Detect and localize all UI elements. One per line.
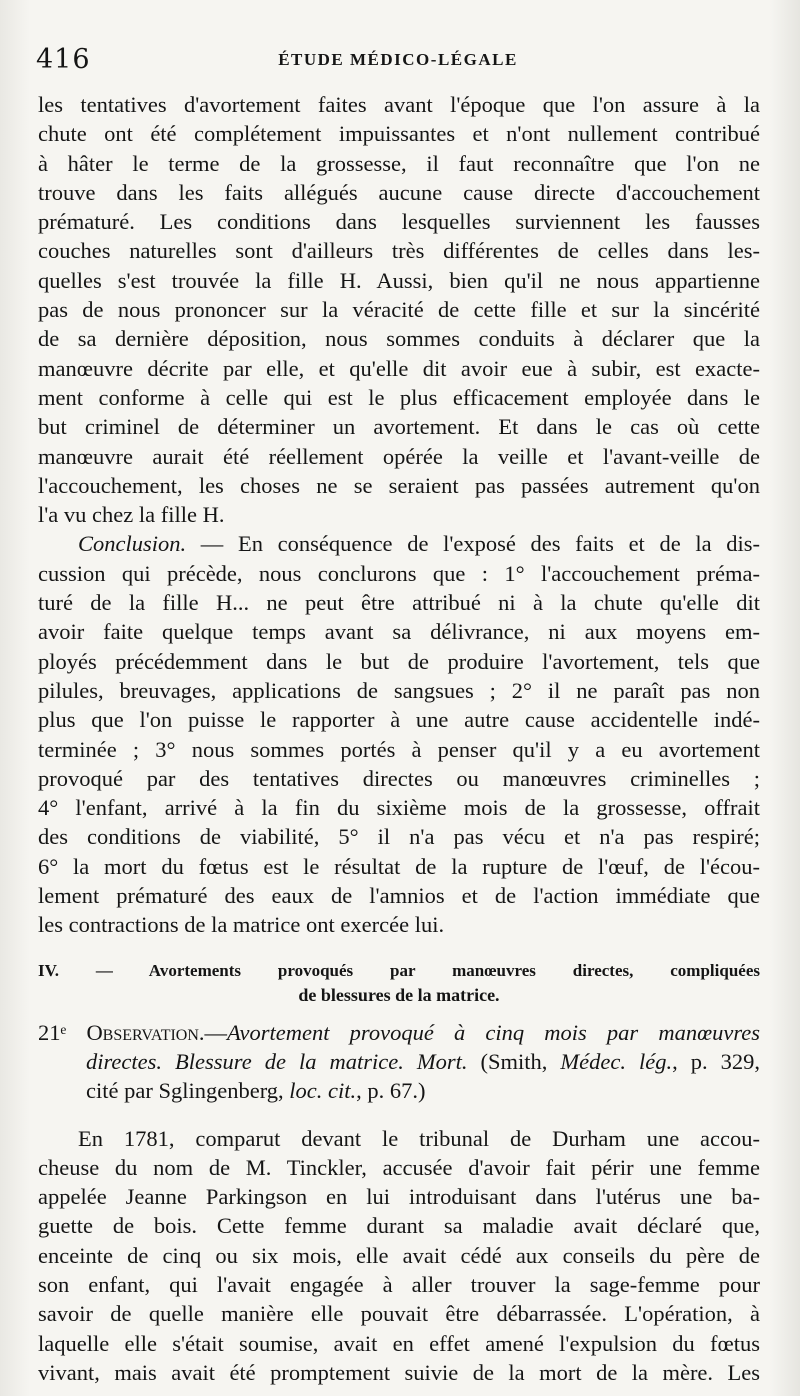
observation-title-line: 21ᵉ Observation.—Avortement provoqué à cinq mois par manœuvres: [38, 1019, 760, 1045]
page-header: [36, 44, 760, 80]
spacer: [38, 1106, 760, 1124]
text-line: ment conforme à celle qui est le plus efficacement employée dans le: [38, 384, 760, 410]
text-line: chute ont été complétement impuissantes et n'ont nullement contribué: [38, 121, 760, 147]
text-line: pilules, breuvages, applications de sangsues ; 2° il ne paraît pas non: [38, 677, 760, 703]
text-line: cussion qui précède, nous conclurons que : 1° l'accouchement préma-: [38, 560, 760, 586]
text-line: lement prématuré des eaux de l'amnios et de l'action immédiate que: [38, 883, 760, 909]
text-fragment: cité par Sglingenberg,: [86, 1078, 290, 1104]
text-line: avoir faite quelque temps avant sa délivrance, ni aux moyens em-: [38, 619, 760, 645]
observation-title: directes. Blessure de la matrice. Mort.: [86, 1048, 468, 1074]
text-line: terminée ; 3° nous sommes portés à penser qu'il y a eu avortement: [38, 736, 760, 762]
text-line: appelée Jeanne Parkingson en lui introduisant dans l'utérus une ba-: [38, 1184, 760, 1210]
text-line: cheuse du nom de M. Tinckler, accusée d'avoir fait périr une femme: [38, 1154, 760, 1180]
observation-number: 21ᵉ: [38, 1019, 67, 1045]
text-fragment: — En conséquence de l'exposé des faits et de la dis-: [186, 531, 760, 557]
observation-source-line: [38, 1076, 760, 1105]
conclusion-label: Conclusion.: [78, 531, 187, 557]
observation-title: Avortement provoqué à cinq mois par manœuvres: [227, 1019, 760, 1045]
text-line: les tentatives d'avortement faites avant l'époque que l'on assure à la: [38, 92, 760, 117]
text-line: à hâter le terme de la grossesse, il faut reconnaître que l'on ne: [38, 150, 760, 176]
text-line: but criminel de déterminer un avortement. Et dans le cas où cette: [38, 414, 760, 440]
text-line: laquelle elle s'était soumise, avait en effet amené l'expulsion du fœtus: [38, 1330, 760, 1356]
text-line: vivant, mais avait été promptement suivie de la mort de la mère. Les: [38, 1359, 760, 1385]
observation-label: Observation.: [86, 1019, 205, 1045]
observation-header: [38, 1018, 760, 1106]
text-line: trouve dans les faits allégués aucune cause directe d'accouchement: [38, 179, 760, 205]
text-line: guette de bois. Cette femme durant sa maladie avait déclaré que,: [38, 1213, 760, 1239]
text-line: plus que l'on puisse le rapporter à une autre cause accidentelle indé-: [38, 707, 760, 733]
paragraph-conclusion: [38, 529, 760, 939]
text-fragment: , p. 67.): [356, 1078, 426, 1104]
text-fragment: , p. 329,: [672, 1048, 761, 1074]
text-line: enceinte de cinq ou six mois, elle avait cédé aux conseils du père de: [38, 1242, 760, 1268]
text-line: couches naturelles sont d'ailleurs très différentes de celles dans les-: [38, 238, 760, 264]
text-line: quelles s'est trouvée la fille H. Aussi, bien qu'il ne nous appartienne: [38, 267, 760, 293]
text-line: les contractions de la matrice ont exercée lui.: [38, 912, 445, 938]
section-heading: [38, 958, 760, 1008]
text-line: 4° l'enfant, arrivé à la fin du sixième mois de la grossesse, offrait: [38, 795, 760, 821]
observation-title-line: [38, 1047, 760, 1076]
text-line: 6° la mort du fœtus est le résultat de la rupture de l'œuf, de l'écou-: [38, 853, 760, 879]
text-line: turé de la fille H... ne peut être attribué ni à la chute qu'elle dit: [38, 590, 760, 616]
page-body: [38, 90, 760, 1387]
running-title: ÉTUDE MÉDICO-LÉGALE: [278, 50, 518, 69]
text-line: provoqué par des tentatives directes ou manœuvres criminelles ;: [38, 765, 760, 791]
text-line: l'a vu chez la fille H.: [38, 502, 225, 528]
text-line: ployés précédemment dans le but de produire l'avortement, tels que: [38, 648, 760, 674]
text-line: des conditions de viabilité, 5° il n'a pas vécu et n'a pas respiré;: [38, 824, 760, 850]
text-line: manœuvre décrite par elle, et qu'elle dit avoir eue à subir, est exacte-: [38, 355, 760, 381]
text-line: l'accouchement, les choses ne se seraient pas passées autrement qu'on: [38, 472, 760, 498]
text-line: prématuré. Les conditions dans lesquelles surviennent les fausses: [38, 209, 760, 235]
paragraph-verdict: [38, 90, 760, 529]
source-title: Médec. lég.: [560, 1048, 673, 1074]
text-line: savoir de quelle manière elle pouvait être débarrassée. L'opération, à: [38, 1301, 760, 1327]
text-line: de sa dernière déposition, nous sommes conduits à déclarer que la: [38, 326, 760, 352]
page-number: 416: [36, 44, 91, 75]
text-line: En 1781, comparut devant le tribunal de Durham une accou-: [78, 1125, 760, 1151]
section-heading-line: de blessures de la matrice.: [298, 984, 500, 1005]
section-heading-line: IV. — Avortements provoqués par manœuvres directes, compliquées: [38, 960, 760, 980]
text-line: pas de nous prononcer sur la véracité de cette fille et sur la sincérité: [38, 297, 760, 323]
text-line: manœuvre aurait été réellement opérée la veille et l'avant-veille de: [38, 443, 760, 469]
conclusion-first-line: [38, 529, 760, 558]
text-fragment: (Smith,: [467, 1048, 561, 1074]
source-reference: loc. cit.: [289, 1078, 357, 1104]
text-line: son enfant, qui l'avait engagée à aller trouver la sage-femme pour: [38, 1271, 760, 1297]
paragraph-case: [38, 1124, 760, 1388]
